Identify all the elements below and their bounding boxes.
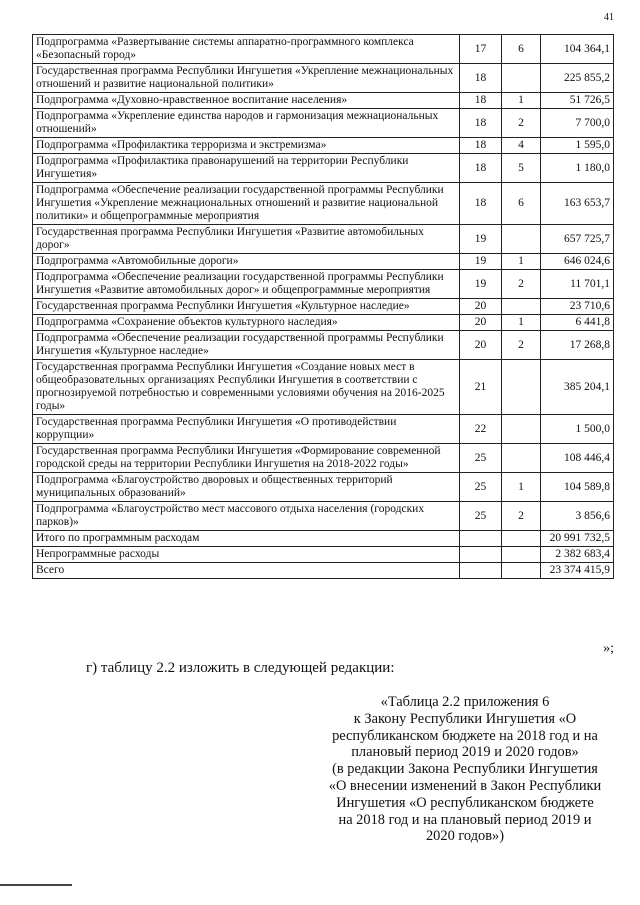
caption-line: на 2018 год и на плановый период 2019 и [338,811,592,828]
row-name-cell: Подпрограмма «Духовно-нравственное воспитание населения» [33,93,460,109]
table-row [33,547,614,563]
amount-cell: 1 500,0 [541,415,614,444]
program-code-cell: 18 [460,154,502,183]
amount-cell: 20 991 732,5 [541,531,614,547]
caption-line: плановый период 2019 и 2020 годов» [351,744,579,761]
table-closing-mark: »; [603,641,614,656]
program-code-cell: 19 [460,270,502,299]
amount-cell: 23 374 415,9 [541,563,614,579]
row-name-cell: Подпрограмма «Благоустройство дворовых и общественных территорий муниципальных образований» [33,473,460,502]
table-row [33,154,614,183]
table-row [33,331,614,360]
subprogram-code-cell [502,531,541,547]
program-code-cell: 21 [460,360,502,415]
program-code-cell: 20 [460,315,502,331]
amount-cell: 646 024,6 [541,254,614,270]
program-code-cell: 18 [460,109,502,138]
program-code-cell: 25 [460,444,502,473]
subprogram-code-cell [502,64,541,93]
table-row [33,315,614,331]
row-name-cell: Государственная программа Республики Ингушетия «Культурное наследие» [33,299,460,315]
page-number: 41 [604,12,614,23]
subprogram-code-cell: 1 [502,93,541,109]
row-name-cell: Государственная программа Республики Ингушетия «Развитие автомобильных дорог» [33,225,460,254]
subprogram-code-cell: 2 [502,270,541,299]
table-row [33,35,614,64]
amount-cell: 104 364,1 [541,35,614,64]
row-name-cell: Итого по программным расходам [33,531,460,547]
subprogram-code-cell: 2 [502,331,541,360]
program-code-cell: 22 [460,415,502,444]
table-row [33,360,614,415]
program-code-cell: 18 [460,93,502,109]
amount-cell: 1 180,0 [541,154,614,183]
amount-cell: 51 726,5 [541,93,614,109]
caption-line: «О внесении изменений в Закон Республики [328,777,602,794]
subprogram-code-cell: 1 [502,315,541,331]
amount-cell: 108 446,4 [541,444,614,473]
amount-cell: 1 595,0 [541,138,614,154]
subprogram-code-cell: 5 [502,154,541,183]
budget-table-body [33,35,614,579]
amount-cell: 163 653,7 [541,183,614,225]
caption-line: (в редакции Закона Республики Ингушетия [332,761,598,778]
amount-cell: 104 589,8 [541,473,614,502]
amount-cell: 225 855,2 [541,64,614,93]
caption-line: 2020 годов») [425,828,504,845]
subprogram-code-cell: 6 [502,35,541,64]
subprogram-code-cell [502,547,541,563]
program-code-cell: 18 [460,64,502,93]
amount-cell: 3 856,6 [541,502,614,531]
row-name-cell: Всего [33,563,460,579]
program-code-cell: 25 [460,502,502,531]
program-code-cell: 19 [460,254,502,270]
subprogram-code-cell: 1 [502,254,541,270]
subprogram-code-cell [502,563,541,579]
subprogram-code-cell [502,360,541,415]
table-row [33,254,614,270]
table-row [33,502,614,531]
subprogram-code-cell [502,415,541,444]
subprogram-code-cell [502,225,541,254]
table-caption [318,694,612,845]
table-row [33,93,614,109]
program-code-cell [460,547,502,563]
subprogram-code-cell [502,444,541,473]
row-name-cell: Подпрограмма «Благоустройство мест массового отдыха населения (городских парков)» [33,502,460,531]
table-row [33,299,614,315]
subprogram-code-cell: 6 [502,183,541,225]
table-row [33,473,614,502]
amount-cell: 11 701,1 [541,270,614,299]
program-code-cell [460,563,502,579]
caption-line: Ингушетия «О республиканском бюджете [336,794,594,811]
row-name-cell: Подпрограмма «Укрепление единства народов и гармонизация межнациональных отношений» [33,109,460,138]
page-bottom-rule [0,884,72,886]
table-row [33,444,614,473]
row-name-cell: Подпрограмма «Автомобильные дороги» [33,254,460,270]
table-row [33,415,614,444]
amount-cell: 2 382 683,4 [541,547,614,563]
amount-cell: 6 441,8 [541,315,614,331]
program-code-cell: 17 [460,35,502,64]
table-row [33,225,614,254]
subprogram-code-cell: 2 [502,109,541,138]
row-name-cell: Государственная программа Республики Ингушетия «Укрепление межнациональных отношений и развитие национальной политики» [33,64,460,93]
subprogram-code-cell: 1 [502,473,541,502]
program-code-cell [460,531,502,547]
program-code-cell: 19 [460,225,502,254]
program-code-cell: 20 [460,331,502,360]
row-name-cell: Государственная программа Республики Ингушетия «О противодействии коррупции» [33,415,460,444]
row-name-cell: Подпрограмма «Обеспечение реализации государственной программы Республики Ингушетия «Укрепление межнациональных отношений и развитие национальной политики» и общепрограммные мероприятия [33,183,460,225]
amount-cell: 23 710,6 [541,299,614,315]
amount-cell: 385 204,1 [541,360,614,415]
subprogram-code-cell: 4 [502,138,541,154]
program-code-cell: 20 [460,299,502,315]
subprogram-code-cell [502,299,541,315]
row-name-cell: Подпрограмма «Сохранение объектов культурного наследия» [33,315,460,331]
row-name-cell: Подпрограмма «Профилактика правонарушений на территории Республики Ингушетия» [33,154,460,183]
caption-line: к Закону Республики Ингушетия «О [353,710,577,727]
table-row [33,563,614,579]
table-row [33,183,614,225]
amount-cell: 17 268,8 [541,331,614,360]
table-row [33,531,614,547]
budget-table [32,34,614,579]
row-name-cell: Государственная программа Республики Ингушетия «Формирование современной городской среды на территории Республики Ингушетия на 2018-2022 годы» [33,444,460,473]
subprogram-code-cell: 2 [502,502,541,531]
amendment-instruction: г) таблицу 2.2 изложить в следующей редакции: [86,660,395,676]
program-code-cell: 18 [460,183,502,225]
program-code-cell: 25 [460,473,502,502]
program-code-cell: 18 [460,138,502,154]
table-row [33,64,614,93]
row-name-cell: Подпрограмма «Профилактика терроризма и экстремизма» [33,138,460,154]
row-name-cell: Государственная программа Республики Ингушетия «Создание новых мест в общеобразовательных организациях Республики Ингушетия в соответствии с прогнозируемой потребностью и современными условиями обучения на 2016-2025 годы» [33,360,460,415]
caption-line: республиканском бюджете на 2018 год и на [332,727,598,744]
table-row [33,138,614,154]
caption-line: «Таблица 2.2 приложения 6 [380,694,550,710]
row-name-cell: Подпрограмма «Развертывание системы аппаратно-программного комплекса «Безопасный город» [33,35,460,64]
row-name-cell: Подпрограмма «Обеспечение реализации государственной программы Республики Ингушетия «Развитие автомобильных дорог» и общепрограммные мероприятия [33,270,460,299]
amount-cell: 657 725,7 [541,225,614,254]
table-row [33,270,614,299]
amount-cell: 7 700,0 [541,109,614,138]
row-name-cell: Подпрограмма «Обеспечение реализации государственной программы Республики Ингушетия «Культурное наследие» [33,331,460,360]
table-row [33,109,614,138]
row-name-cell: Непрограммные расходы [33,547,460,563]
